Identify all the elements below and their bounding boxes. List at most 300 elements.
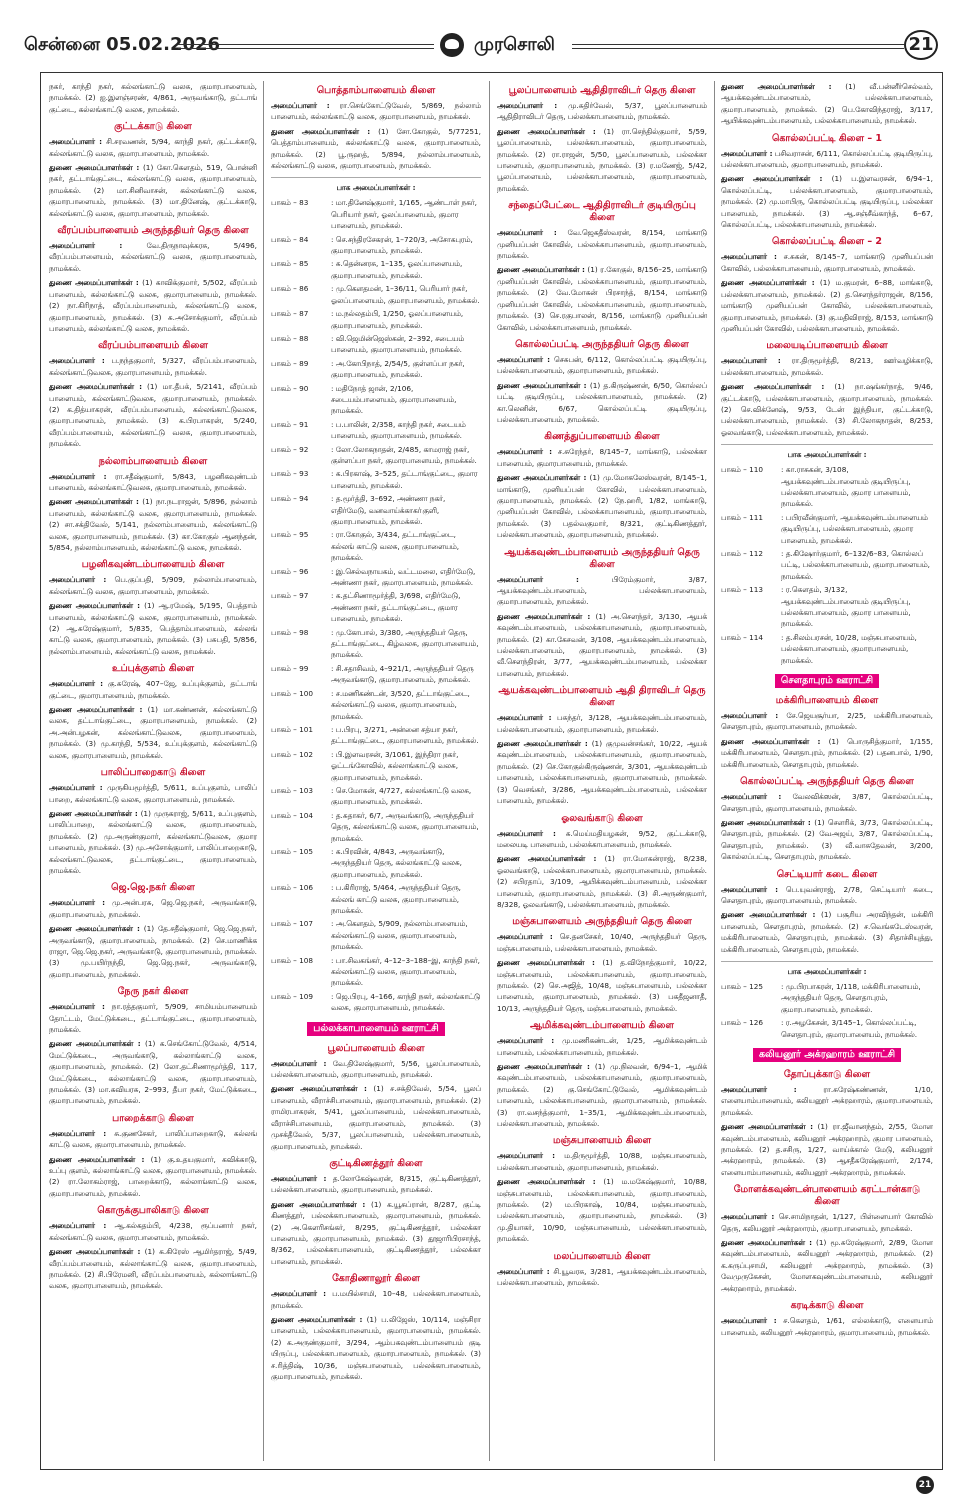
booth-row — [271, 197, 481, 231]
booth-row — [271, 810, 481, 844]
divider — [271, 177, 481, 178]
role-label: அமைப்பாளர் : — [497, 228, 557, 238]
member-entry — [49, 136, 257, 159]
branch-section — [271, 85, 481, 171]
masthead — [0, 0, 972, 58]
branch-section — [721, 695, 933, 770]
member-entry — [49, 704, 257, 761]
role-label: துணை அமைப்பாளர்கள் : — [497, 1062, 590, 1071]
member-entry — [721, 736, 933, 770]
booth-number: பாகம் – 89 — [271, 358, 309, 368]
booth-number: பாகம் – 103 — [271, 785, 313, 795]
role-label: துணை அமைப்பாளர்கள் : — [721, 382, 825, 392]
role-label: துணை அமைப்பாளர்கள் : — [49, 1039, 141, 1049]
booth-agent: : ப.பிரபு, 3/271, அன்னை சத்யா நகர், தட்டாங்குட்டை, குமாரபாளையம், நாமக்கல். — [331, 724, 481, 747]
booth-number: பாகம் – 84 — [271, 234, 309, 244]
member-details: (1) மூ.சுரேஷ்குமார், 2/89, மோள கவுண்டம்பாளையம், கலியனூர் அக்ரஹாரம், நாமக்கல். (2) க.கருப்புசாமி, கலியனூர் அக்ரஹாரம், நாமக்கல். (3) வேமுருகேசன், மோளகவுண்டம்பாளையம், கலியனூர் அக்ரஹாரம், நாமக்கல். — [721, 1238, 933, 1293]
member-details: பிரேம்குமார், 3/87, ஆயக்கவுண்டம்பாளையம், பல்லக்காபாளையம், குமாரபாளையம், நாமக்கல். — [497, 574, 707, 607]
branch-section — [49, 882, 257, 980]
role-label: அமைப்பாளர் : — [721, 1085, 797, 1094]
booth-agent: : ரா.கோகுல், 3/434, தட்டாங்குட்டை, கல்லங் காட்டு வலசு, குமாரபாளையம், நாமக்கல். — [331, 529, 481, 563]
booth-row — [271, 258, 481, 281]
branch-heading: வீரப்பம்பாளையம் கிளை — [98, 340, 208, 352]
role-label: அமைப்பாளர் : — [497, 101, 558, 110]
booth-number: பாகம் – 125 — [721, 981, 763, 991]
booth-number: பாகம் – 114 — [721, 632, 763, 642]
member-entry — [721, 81, 933, 127]
role-label: துணை அமைப்பாளர்கள் : — [49, 382, 143, 392]
booth-number: பாகம் – 100 — [271, 688, 313, 698]
booth-agent: : மதிநோத் ஜான், 2/106, சடையம்பாளையம், குமாரபாளையம், நாமக்கல். — [331, 383, 481, 417]
booth-agent: : ர.அழகேசன், 3/145–1, கொல்லப்பட்டி, சௌதாபுரம், குமாரபாளையம், நாமக்கல். — [781, 1017, 933, 1040]
booth-agent: : க.தட்சிணாமூர்த்தி, 3/698, எதிர்மேடு, அண்ணா நகர், தட்டாங்குட்டை, குமார பாளையம், நாமக்கல். — [331, 590, 481, 624]
role-label: அமைப்பாளர் : — [497, 1151, 556, 1161]
booth-agent: : மு.பிரபாகரன், 1/118, மக்கிரிபாளையம், அருந்ததியர் தெரு, சௌதாபுரம், குமாரபாளையம், நாமக்கல். — [781, 981, 933, 1015]
role-label: அமைப்பாளர் : — [49, 137, 103, 147]
role-label: துணை அமைப்பாளர்கள் : — [49, 924, 140, 934]
member-entry — [497, 1266, 707, 1289]
member-entry — [49, 1154, 257, 1200]
branch-section — [49, 121, 257, 219]
role-label: துணை அமைப்பாளர்கள் : — [721, 817, 811, 827]
booth-row — [271, 991, 481, 1014]
member-details: ஆ.கல்கதம்பி, 4/238, ரூப்பனார் நகர், கல்லங்காட்டு வலசு, குமாரபாளையம், நாமக்கல். — [49, 1221, 257, 1242]
branch-heading: ஆயக்கவுண்டம்பாளையம் அருந்ததியர் தெரு கிளை — [504, 546, 700, 570]
member-details: (1) க.செங்கோட்டுவேல், 4/514, மேட்டுக்கடை, அருவங்காடு, கல்லாங்காட்டு வலசு, குமாரபாளையம், நாமக்கல். (2) லோ.தட்சிணாமூர்த்தி, 117, மேட்டுக்கடை, கல்லாங்காட்டு வலசு, குமாரபாளையம், நாமக்கல். (3) மா.கவியரசு, 2–993, தீபா நகர், மேட்டுக்கடை, குமாரபாளையம், நாமக்கல். — [49, 1039, 257, 1106]
member-entry — [49, 1246, 257, 1292]
booth-number: பாகம் – 109 — [271, 991, 313, 1001]
member-entry — [271, 1173, 481, 1196]
branch-heading: ஆயக்கவுண்டம்பாளையம் ஆதி திராவிடர் தெரு கிளை — [498, 685, 706, 709]
panchayat-heading: கலியனூர் அக்ரஹாரம் ஊராட்சி — [753, 1048, 901, 1062]
role-label: துணை அமைப்பாளர்கள் : — [497, 854, 597, 864]
role-label: துணை அமைப்பாளர்கள் : — [721, 1238, 813, 1248]
member-entry — [49, 897, 257, 920]
role-label: அமைப்பாளர் : — [49, 471, 107, 481]
branch-heading: மலையடிப்பாளையம் கிளை — [766, 340, 888, 352]
booth-agent: : ம.நல்லதம்பி, 1/250, ஓலப்பாளையம், குமாரபாளையம், நாமக்கல். — [331, 308, 481, 331]
branch-section — [497, 200, 707, 333]
booth-row — [271, 627, 481, 661]
masthead-rule-left — [178, 44, 434, 49]
branch-section — [271, 1273, 481, 1382]
booth-number: பாகம் – 85 — [271, 259, 309, 269]
member-entry — [271, 1083, 481, 1151]
booth-row — [271, 283, 481, 306]
booth-agent: : பபிரவீன்குமார், ஆயக்கவுண்டம்பாளையம் குடியிருப்பு, பல்லக்காபாளையம், குமார பாளையம், நாமக்கல். — [781, 512, 933, 546]
role-label: துணை அமைப்பாளர்கள் : — [721, 82, 832, 91]
branch-section — [497, 1135, 707, 1244]
member-details: (1) சோ.கோகுல், 5/77251, பெத்தாம்பாளையம், கல்லங்காட்டு வலசு, குமாரபாளையம், நாமக்கல். (2) பூ.ருஹத், 5/894, நல்லாம்பாளையம், கல்லங்காட்டு வலசு, குமாரபாளையம், நாமக்கல். — [271, 126, 481, 171]
newspaper-name: முரசொலி — [474, 34, 555, 55]
role-label: அமைப்பாளர் : — [497, 574, 579, 584]
booth-row — [271, 846, 481, 880]
member-entry — [49, 1038, 257, 1106]
booth-row — [271, 358, 481, 381]
branch-heading: ஓலவங்காடு கிளை — [561, 812, 643, 824]
member-details: மு.அன்பரசு, ஜெ.ஜெ.நகர், அருவங்காடு, குமாரபாளையம், நாமக்கல். — [49, 898, 257, 919]
booth-number: பாகம் – 112 — [721, 549, 763, 558]
branch-section — [497, 685, 707, 806]
role-label: அமைப்பாளர் : — [497, 828, 556, 838]
branch-heading: பூலப்பாளையம் ஆதிதிராவிடர் தெரு கிளை — [508, 85, 696, 96]
booth-row — [721, 632, 933, 666]
member-details: ம.திருமூர்த்தி, 10/88, மஞ்சுபாளையம், பல்லக்காபாளையம், குமாரபாளையம், நாமக்கல். — [497, 1151, 707, 1172]
booth-agent: : செ.சந்திரசேகரன், 1–720/3, அசோகபுரம், குமாரபாளையம், நாமக்கல். — [331, 234, 481, 257]
role-label: துணை அமைப்பாளர்கள் : — [497, 126, 596, 136]
column-3 — [497, 81, 707, 1461]
role-label: அமைப்பாளர் : — [497, 932, 553, 942]
member-details: (1) ப.லிஜேஸ், 10/114, மஞ்சிரா பாளையம், பல்லக்காபாளையம், குமாரபாளையம், நாமக்கல். (2) க.அருண்குமார், 3/294, ஆம்பகவுண்டம்பாளையம் குடி யிருப்பு, பல்லக்காபாளையம், குமாரபாளையம், நாமக்கல். (3) ச.ரித்திஷ், 10/36, மஞ்சுபாளையம், பல்லக்காபாளையம், குமாரபாளையம், நாமக்கல். — [271, 1314, 481, 1381]
branch-heading: மஞ்சுபாளையம் கிளை — [552, 1135, 652, 1147]
booth-row — [271, 590, 481, 624]
branch-heading: சந்தைப்பேட்டை ஆதிதிராவிடர் குடியிருப்பு கிளை — [508, 200, 696, 224]
booth-agent: : கா.ராசுகன், 3/108, ஆயக்கவுண்டம்பாளையம் குடியிருப்பு, பல்லக்காபாளையம், குமார பாளையம், நாமக்கல். — [781, 464, 933, 510]
booth-agent: : மா.தினேஷ்குமார், 1/165, ஆண்டாள் நகர், பெரியார் நகர், ஓலப்பாளையம், குமார பாளையம், நாமக்கல். — [331, 197, 481, 231]
member-details: (1) ர.கோகுல், 8/156–25, மாங்காடு முனியப்பன் கோவில், பல்லக்காபாளையம், குமாரபாளையம், நாமக்கல். (2) வே.மோகன் பிரசாந்த், 8/154, மாங்காடு முனியப்பன் கோவில், பல்லக்காபாளையம், குமாரபாளையம், நாமக்கல். (3) செ.ரகுபாலன், 8/156, மாங்காடு முனியப்பன் கோவில், பல்லக்காபாளையம், நாமக்கல். — [497, 265, 707, 332]
booth-row — [721, 1017, 933, 1040]
booth-number: பாகம் – 83 — [271, 198, 309, 208]
branch-section — [721, 1184, 933, 1294]
member-details: (1) க.கிரேஸ் ஆமிர்தராஜ், 5/49, வீரப்பம்பாளையம், கல்லாங்காட்டு வலசு, குமாரபாளையம், நாமக்கல். (2) சி.பிரேமனி, வீரப்பம்பாளையம், கல்லாங்காட்டு வலசு, குமாரபாளையம், நாமக்கல். — [49, 1247, 257, 1291]
panchayat-heading-wrap — [721, 1042, 933, 1065]
member-entry — [721, 1121, 933, 1178]
booth-number: பாகம் – 108 — [271, 955, 313, 965]
branch-section — [49, 1113, 257, 1199]
booth-agents-title: பாக அமைப்பாளர்கள் : — [787, 450, 867, 460]
role-label: துணை அமைப்பாளர்கள் : — [49, 278, 139, 288]
member-details: செசுபன், 6/112, கொல்லப்பட்டி குடியிருப்பு, பல்லக்காபாளையம், குமாரபாளையம், நாமக்கல். — [497, 354, 707, 376]
role-label: துணை அமைப்பாளர்கள் : — [49, 705, 143, 715]
member-entry — [721, 355, 933, 378]
branch-section — [49, 340, 257, 449]
role-label: அமைப்பாளர் : — [721, 1316, 777, 1326]
booth-number: பாகம் – 98 — [271, 627, 309, 637]
branch-heading: பாலிப்பாறைகாடு கிளை — [100, 767, 206, 779]
article-frame — [40, 72, 943, 1470]
member-details: (1) மா.தீபக், 5/2141, வீரப்பம் பாளையம், கல்லங்காட்டுவலசு, குமாரபாளையம், நாமக்கல். (2) க.தித்யாகரன், வீரப்பம்பாளையம், கல்லங்காட்டுவலசு, குமாரபாளையம், நாமக்கல். (3) க.பிரபாகரன், 5/240, வீரப்பம்பாளையம், கல்லங்காட்டு வலசு, குமாரபாளையம், நாமக்கல். — [49, 382, 257, 449]
member-entry — [49, 1001, 257, 1035]
booth-number: பாகம் – 97 — [271, 591, 309, 601]
booth-agent: : இ.செல்வநாயகம், வட்டமலை, எதிர்மேடு, அண்ணா நகர், குமாரபாளையம், நாமக்கல். — [331, 566, 481, 589]
booth-row — [721, 464, 933, 510]
role-label: அமைப்பாளர் : — [271, 1173, 327, 1183]
role-label: அமைப்பாளர் : — [497, 1266, 550, 1276]
member-entry — [49, 381, 257, 449]
member-details: (1) ப.இளவரசன், 6/94–1, கொல்லப்பட்டி, பல்லக்காபாளையம், குமாரபாளையம், நாமக்கல். (2) மு.மாபிரு, கொல்லப்பட்டி குடியிருப்பு, பல்லக்கா பாளையம், நாமக்கல். (3) ஆ.சஞ்சீவ்காந்த், 6–67, கொல்லப்பட்டி, பல்லக்காபாளையம், நாமக்கல். — [721, 174, 933, 230]
role-label: துணை அமைப்பாளர்கள் : — [721, 736, 821, 746]
branch-section — [49, 1205, 257, 1291]
panchayat-heading: பல்லக்காபாளையம் ஊராட்சி — [307, 1022, 444, 1036]
member-details: ரா.திருமூர்த்தி, 8/213, ஊர்வழிக்காடு, பல்லக்காபாளையம், நாமக்கல். — [721, 356, 933, 377]
branch-section — [49, 81, 257, 115]
booth-agent: : மு.கோபால், 3/380, அருந்ததியர் தெரு, தட்டாங்குட்டை, கிழ்வலசு, குமாரபாளையம், நாமக்கல். — [331, 627, 481, 661]
member-details: ச.கௌதம், 1/61, எல்லக்காடு, எளையாம் பாளையம், கலியனூர் அக்ரஹாரம், குமாரபாளையம், நாமக்கல். — [721, 1316, 933, 1337]
role-label: அமைப்பாளர் : — [721, 1212, 775, 1222]
member-details: (1) குமுவன்சங்கர், 10/22, ஆயக் கவுண்டம்பாளையம், பல்லக்காபாளையம், குமாரபாளையம், நாமக்கல். (2) செ.கோகுல்கிருஷ்ணன், 3/301, ஆயக்கவுண்டம் பாளையம், பல்லக்காபாளையம், குமாரபாளையம், நாமக்கல். (3) வெசங்கர், 3/286, ஆயக்கவுண்டம்பாளையம், பல்லக்கா பாளையம், நாமக்கல். — [497, 739, 707, 806]
booth-row — [271, 493, 481, 527]
member-entry — [497, 264, 707, 332]
role-label: அமைப்பாளர் : — [721, 711, 779, 721]
role-label: அமைப்பாளர் : — [49, 898, 106, 908]
member-details: நா.ரத்தகுமார், 5/909, சாமியம்பாளையம் தோட்டம், மேட்டுக்கடை, தட்டாங்குட்டை, குமாரபாளையம், நாமக்கல். — [49, 1002, 257, 1034]
booth-agent: : அ.கோபிநாத், 2/54/5, குள்ளப்பா நகர், குமாரபாளையம், நாமக்கல். — [331, 358, 481, 381]
member-entry — [497, 574, 707, 608]
role-label: அமைப்பாளர் : — [49, 1221, 107, 1231]
member-entry — [497, 472, 707, 540]
member-details: மு.மணிகண்டன், 1/25, ஆமிக்கவுண்டம் பாளையம், பல்லக்காபாளையம், நாமக்கல். — [497, 1036, 707, 1057]
member-entry — [49, 81, 257, 115]
branch-heading: மோளக்கவுண்டன்பாளையம் கரட்டான்காடு கிளை — [733, 1184, 921, 1208]
booth-row — [721, 512, 933, 546]
member-details: (1) மு.நிலவன், 6/94–1, ஆமிக் கவுண்டம்பாளையம், பல்லக்காபாளையம், குமாரபாளையம், நாமக்கல். (2) கு.செங்கோட்டுவேல், ஆமிக்கவுண்டம் பாளையம், பல்லக்காபாளையம், குமாரபாளையம், நாமக்கல். (3) ரா.வசந்த்குமார், 1–35/1, ஆமிக்கவுண்டம்பாளையம், பல்லக்காபாளையம், நாமக்கல். — [497, 1062, 707, 1129]
booth-agent: : ச.மணிகண்டன், 3/520, தட்டாங்குட்டை, கல்லங்காட்டு வலசு, குமாரபாளையம், நாமக்கல். — [331, 688, 481, 722]
booth-number: பாகம் – 88 — [271, 333, 309, 343]
branch-heading: பழனிகவுண்டம்பாளையம் கிளை — [81, 559, 225, 571]
branch-heading: கரடிக்காடு கிளை — [790, 1300, 864, 1312]
member-entry — [49, 162, 257, 219]
member-details: சு.மெய்மதியழகன், 9/52, குட்டக்காடு, மலையடி பாளையம், பல்லக்காபாளையம், நாமக்கல். — [497, 828, 707, 849]
member-details: (1) தே.சதீஷ்குமார், ஜெ.ஜெ.நகர், அருவங்காடு, குமாரபாளையம், நாமக்கல். (2) செ.மாணிக்க ராஜா, ஜெ.ஜெ.நகர், அருவங்காடு, குமாரபாளையம், நாமக்கல். (3) மு.பயிர்நந்தி, ஜெ.ஜெ.நகர், அருவங்காடு, குமாரபாளையம், நாமக்கல். — [49, 924, 257, 979]
branch-section — [497, 1251, 707, 1289]
member-details: சி.சரவணன், 5/94, காந்தி நகர், குட்டக்காடு, கல்லங்காட்டு வலசு, குமாரபாளையம், நாமக்கல். — [49, 137, 257, 158]
role-label: துணை அமைப்பாளர்கள் : — [721, 174, 823, 184]
role-label: துணை அமைப்பாளர்கள் : — [721, 910, 816, 920]
role-label: துணை அமைப்பாளர்கள் : — [497, 611, 591, 621]
member-details: (1) ரா.மோகன்ராஜ், 8/238, ஓலவங்காடு, பல்லக்காபாளையம், குமாரபாளையம், நாமக்கல். (2) சபிரதாப், 3/109, ஆயிக்கவுண்டம்பாளையம், பல்லக்கா பாளையம், குமாரபாளையம், நாமக்கல். (3) சி.அருண்குமார், 8/328, ஓலவங்காடு, பல்லக்காபாளையம், நாமக்கல். — [497, 854, 707, 909]
booth-number: பாகம் – 102 — [271, 749, 313, 759]
member-entry — [497, 712, 707, 735]
member-entry — [271, 1288, 481, 1311]
member-details: (1) பசூரிய அரவிந்தன், மக்கிரி பாளையம், சௌதாபுரம், நாமக்கல். (2) ச.வெங்கடேஸ்வரன், மக்கிரிபாளையம், சௌதாபுரம், நாமக்கல். (3) சிதாச்சியுத்து, மக்கிரிபாளையம், சௌதாபுரம், நாமக்கல். — [721, 910, 933, 954]
role-label: அமைப்பாளர் : — [721, 252, 777, 262]
role-label: துணை அமைப்பாளர்கள் : — [49, 808, 138, 818]
masthead-rule-right — [572, 44, 904, 49]
role-label: துணை அமைப்பாளர்கள் : — [49, 163, 140, 173]
branch-heading: பூலப்பாளையம் கிளை — [327, 1042, 425, 1054]
member-details: ரா.சதீஷ்குமார், 5/843, பழனிகவுண்டம் பாளையம், கல்லங்காட்டுவலசு, குமாரபாளையம், நாமக்கல். — [49, 471, 257, 492]
member-entry — [721, 1315, 933, 1338]
city-date: சென்னை 05.02.2026 — [24, 34, 221, 55]
member-details: (1) த.கிருஷ்ணன், 6/50, கொல்லப் பட்டி குடியிருப்பு, பல்லக்காபாளையம், நாமக்கல். (2) கா.லெனின், 6/67, கொல்லப்பட்டி குடியிருப்பு, பல்லக்காபாளையம், நாமக்கல். — [497, 380, 707, 424]
booth-agents-title: பாக அமைப்பாளர்கள் : — [787, 966, 867, 976]
role-label: அமைப்பாளர் : — [497, 1036, 555, 1046]
booth-row — [271, 566, 481, 589]
member-details: ச.சுகன், 8/145–7, மாங்காடு முனியப்பன் கோவில், பல்லக்காபாளையம், குமாரபாளையம், நாமக்கல். — [721, 252, 933, 273]
role-label: துணை அமைப்பாளர்கள் : — [721, 1122, 814, 1132]
member-entry — [49, 1128, 257, 1151]
member-entry — [497, 1061, 707, 1129]
member-details: ரா.செங்கோட்டுவேல், 5/869, நல்லாம் பாளையம், கல்லங்காட்டு வலசு, குமாரபாளையம், நாமக்கல். — [271, 101, 481, 122]
role-label: அமைப்பாளர் : — [49, 1002, 105, 1012]
branch-heading: நேரு நகர் கிளை — [117, 986, 189, 998]
role-label: அமைப்பாளர் : — [271, 101, 330, 110]
booth-number: பாகம் – 104 — [271, 810, 313, 820]
booth-row — [271, 785, 481, 808]
member-details: பெ.யுவன்ராஜ், 2/78, செட்டியார் கடை, சௌதாபுரம், குமாரபாளையம், நாமக்கல். — [721, 884, 933, 905]
member-entry — [271, 126, 481, 172]
member-details: ச.சுரேந்தர், 8/145–7, மாங்காடு, பல்லக்கா பாளையம், குமாரபாளையம், நாமக்கல். — [497, 447, 707, 468]
role-label: அமைப்பாளர் : — [721, 884, 779, 894]
booth-agent: : ர.கௌதம், 3/132, ஆயக்கவுண்டம்பாளையம் குடியிருப்பு, பல்லக்காபாளையம், குமார பாளையம், நாமக்கல். — [781, 584, 933, 630]
member-details: (1) மு.மோகலேஸ்வரன், 8/145–1, மாங்காடு, முனியப்பன் கோவில், பல்லக்காபாளையம், குமாரபாளையம், நாமக்கல். (2) நே.ஹரி, 1/82, மாங்காடு, முனியப்பன் கோவில், பல்லக்காபாளையம், குமாரபாளையம், நாமக்கல். (3) பதல்வகுமார், 8/321, குட்டிகிணத்தூர், பல்லக்காபாளையம், குமாரபாளையம், நாமக்கல். — [497, 473, 707, 540]
booth-agent: : பா.சிவகங்கர், 4–12–3–188–இ, காந்தி நகர், கல்லங்காட்டு வலசு, குமாரபாளையம், நாமக்கல். — [331, 955, 481, 989]
member-entry — [497, 227, 707, 261]
member-entry — [721, 1084, 933, 1118]
member-details: செ.சாமிநாதன், 1/127, பிள்ளையார் கோவில் தெரு, கலியனூர் அக்ரஹாரம், குமாரபாளையம், நாமக்கல். — [721, 1212, 933, 1233]
member-entry — [271, 100, 481, 123]
booth-agent: : லோ.லோகநாதன், 2/485, காமராஜ் நகர், குள்ளப்பா நகர், குமாரபாளையம், நாமக்கல். — [331, 444, 481, 467]
role-label: துணை அமைப்பாளர்கள் : — [271, 1084, 367, 1094]
role-label: துணை அமைப்பாளர்கள் : — [721, 278, 815, 288]
booth-agent: : க.பிரவின், 4/843, அருவங்காடு, அருந்ததியர் தெரு, கல்லங்காட்டு வலசு, குமாரபாளையம், நாமக்கல். — [331, 846, 481, 880]
branch-heading: பாறைக்காடு கிளை — [112, 1112, 194, 1124]
branch-section — [721, 776, 933, 862]
booth-number: பாகம் – 106 — [271, 883, 313, 893]
branch-section — [497, 85, 707, 194]
member-entry — [49, 496, 257, 553]
branch-section — [721, 236, 933, 334]
member-details: பெ.குப்பதி, 5/909, நல்லாம்பாளையம், கல்லங்காட்டு வலசு, குமாரபாளையம், நாமக்கல். — [49, 575, 257, 596]
branch-section — [49, 456, 257, 554]
booth-row — [271, 955, 481, 989]
member-entry — [49, 277, 257, 334]
role-label: துணை அமைப்பாளர்கள் : — [497, 1177, 596, 1187]
member-entry — [497, 828, 707, 851]
booth-agent: : த.சுதாகர், 6/7, அருவங்காடு, அருந்ததியர் தெரு, கல்லங்காட்டு வலசு, குமாரபாளையம், நாமக்கல். — [331, 810, 481, 844]
branch-heading: கொல்லப்பட்டி கிளை – 1 — [771, 132, 883, 144]
role-label: அமைப்பாளர் : — [271, 1289, 327, 1299]
member-entry — [497, 957, 707, 1014]
branch-section — [497, 813, 707, 911]
branch-section — [497, 547, 707, 680]
booth-number: பாகம் – 90 — [271, 383, 309, 393]
member-entry — [721, 909, 933, 955]
role-label: அமைப்பாளர் : — [497, 354, 551, 364]
role-label: துணை அமைப்பாளர்கள் : — [49, 1247, 141, 1257]
member-entry — [721, 277, 933, 334]
booth-agent: : த.மூர்த்தி, 3–692, அண்ணா நகர், எதிர்மேடு, வனவாய்க்காகா்குளி, குமாரபாளையம், நாமக்கல். — [331, 493, 481, 527]
role-label: துணை அமைப்பாளர்கள் : — [49, 1154, 145, 1164]
member-details: (1) க.யூசுப்ரான், 8/287, குட்டி கிணத்தூர், பல்லக்காபாளையம், குமாரபாளையம், நாமக்கல். (2) அ.கௌரிசங்கர், 8/295, குட்டிகிணத்தூர், பல்லக்கா பாளையம், குமாரபாளையம், நாமக்கல். (3) தூஜாரிபிரசாந்த், 8/362, பல்லக்காபாளையம், குட்டிகிணத்தூர், பல்லக்கா பாளையம், நாமக்கல். — [271, 1199, 481, 1266]
booth-number: பாகம் – 93 — [271, 469, 309, 479]
member-details: (1) ஆ.ரமேஷ், 5/195, பெத்தாம் பாளையம், கல்லங்காட்டு வலசு, குமாரபாளையம், நாமக்கல். (2) ஆ.சுரேஷ்குமார், 5/835, பெத்தாம்பாளையம், கல்லங் காட்டு வலசு, குமாரபாளையம், நாமக்கல். (3) பசுபதி, 5/856, நல்லாம்பாளையம், கல்லங்காட்டு வலசு, நாமக்கல். — [49, 601, 257, 656]
member-entry — [721, 381, 933, 438]
member-entry — [721, 148, 933, 171]
member-details: (1) ம.மகேஷ்குமார், 10/88, மஞ்சுபாளையம், பல்லக்காபாளையம், குமாரபாளையம், நாமக்கல். (2) ம.பிரகாஷ், 10/84, மஞ்சுபாளையம், பல்லக்காபாளையம், குமாரபாளையம், நாமக்கல். (3) மு.தியாகர், 10/90, மஞ்சுபாளையம், பல்லக்காபாளையம், நாமக்கல். — [497, 1177, 707, 1244]
booth-number: பாகம் – 107 — [271, 919, 313, 929]
role-label: துணை அமைப்பாளர்கள் : — [271, 1314, 363, 1324]
booth-number: பாகம் – 96 — [271, 566, 309, 576]
divider — [721, 444, 933, 445]
role-label: துணை அமைப்பாளர்கள் : — [49, 601, 141, 611]
booth-number: பாகம் – 91 — [271, 419, 309, 429]
member-details: வே.திருநாவுக்கரசு, 5/496, வீரப்பம்பாளையம், கல்லங்காட்டு வலசு, குமாரபாளையம், நாமக்கல். — [49, 241, 257, 273]
member-details: (1) கோ.கௌதம், 519, பொன்னி நகர், தட்டாங்குட்டை, கல்லங்காட்டு வலசு, குமாரபாளையம், நாமக்கல். (2) மா.சினிவாசன், கல்லங்காட்டு வலசு, குமாரபாளையம், நாமக்கல். (3) மா.தினேஷ், குட்டக்காடு, கல்லங்காட்டு வலசு, குமாரபாளையம், நாமக்கல். — [49, 163, 257, 218]
member-details: சு.குணசேகர், பாலிப்பாறைகாடு, கல்லங் காட்டு வலசு, குமாரபாளையம், நாமக்கல். — [49, 1128, 257, 1150]
booth-agent: : ப.பாலின், 2/358, காந்தி நகர், சடையம் பாளையம், குமாரபாளையம், நாமக்கல். — [331, 419, 481, 442]
member-details: (1) ச.சக்திவேல், 5/54, பூலப் பாளையம், வீராச்சிபாளையம், குமாரபாளையம், நாமக்கல். (2) ராமிரபாகரன், 5/41, பூலப்பாளையம், பல்லக்காபாளையம், வீராச்சிபாளையம், குமாரபாளையம், நாமக்கல். (3) முசக்தீவேல், 5/37, பூலப்பாளையம், பல்லக்காபாளையம், குமாரபாளையம், நாமக்கல். — [271, 1084, 481, 1151]
branch-section — [721, 869, 933, 955]
member-details: (1) வீ.பன்னீர்செல்வம், ஆயக்கவுண்டம்பாளையம், பல்லக்காபாளையம், குமாரபாளையம், நாமக்கல். (2) பெ.கோவிந்தராஜ், 3/117, ஆயிக்கவுண்டம்பாளையம், பல்லக்காபாளையம், நாமக்கல். — [721, 82, 933, 126]
member-details: (1) நா.நடராஜன், 5/896, நல்லாம் பாளையம், கல்லங்காட்டு வலசு, குமாரபாளையம், நாமக்கல். (2) சா.சக்திவேல், 5/141, நல்லாம்பாளையம், கல்லங்காட்டு வலசு, குமாரபாளையம், நாமக்கல். (3) கா.கோகுல் ஆனந்தன், 5/854, நல்லாம்பாளையம், கல்லங்காட்டு வலசு, நாமக்கல். — [49, 497, 257, 552]
booth-row — [271, 749, 481, 783]
role-label: அமைப்பாளர் : — [49, 783, 103, 793]
branch-heading: ஜெ.ஜெ.நகர் கிளை — [111, 882, 195, 894]
booth-row — [721, 584, 933, 630]
booth-row — [271, 529, 481, 563]
panchayat-heading-wrap — [721, 668, 933, 691]
column-1 — [49, 81, 257, 1461]
booth-number: பாகம் – 94 — [271, 494, 309, 504]
booth-row — [271, 333, 481, 356]
member-details: வே.திலேஷ்குமார், 5/56, பூலப்பாளையம், பல்லக்காபாளையம், குமாரபாளையம், நாமக்கல். — [271, 1058, 481, 1080]
role-label: துணை அமைப்பாளர்கள் : — [497, 265, 585, 275]
booth-row — [271, 918, 481, 952]
booth-agent: : த.கிஷோர்குமார், 6–132/6–83, கொல்லப் பட்டி, பல்லக்காபாளையம், குமாரபாளையம், நாமக்கல். — [781, 548, 933, 582]
member-entry — [721, 251, 933, 274]
column-divider — [714, 81, 715, 1461]
branch-section — [721, 1069, 933, 1178]
panchayat-heading: சௌதாபுரம் ஊராட்சி — [775, 674, 879, 688]
member-details: செ.தனசேகர், 10/40, அருந்ததியர் தெரு, மஞ்சுபாளையம், பல்லக்காபாளையம், நாமக்கல். — [497, 932, 707, 953]
role-label: துணை அமைப்பாளர்கள் : — [497, 473, 587, 483]
booth-agent: : ப.கிரிராஜ், 5/464, அருந்ததியர் தெரு, கல்லங் காட்டு வலசு, குமாரபாளையம், நாமக்கல். — [331, 882, 481, 916]
booth-agent: : வி.ஜெமின்ஜெஸ்கன், 2–392, சடையம் பாளையம், குமாரபாளையம், நாமக்கல். — [331, 333, 481, 356]
member-entry — [721, 1237, 933, 1294]
branch-section — [497, 916, 707, 1014]
member-entry — [271, 1314, 481, 1382]
branch-section — [49, 767, 257, 876]
member-details: (1) பொருசித்குமார், 1/155, மக்கிரிபாளையம், சௌதாபுரம், நாமக்கல். (2) பதனபால், 1/90, மக்கிரிபாளையம், சௌதாபுரம், நாமக்கல். — [721, 736, 933, 769]
booth-row — [271, 419, 481, 442]
member-entry — [49, 923, 257, 980]
booth-number: பாகம் – 111 — [721, 512, 763, 522]
booth-number: பாகம் – 101 — [271, 724, 313, 734]
booth-number: பாகம் – 92 — [271, 444, 309, 454]
booth-row — [271, 234, 481, 257]
booth-row — [721, 548, 933, 582]
booth-number: பாகம் – 87 — [271, 309, 309, 319]
booth-number: பாகம் – 110 — [721, 465, 763, 475]
member-entry — [49, 574, 257, 597]
member-entry — [721, 710, 933, 733]
branch-section — [49, 663, 257, 761]
booth-number: பாகம் – 113 — [721, 585, 763, 595]
member-details: த.லோகேஷ்வரன், 8/315, குட்டிகிணத்தூர், பல்லக்காபாளையம், குமாரபாளையம், நாமக்கல். — [271, 1173, 481, 1195]
member-entry — [49, 240, 257, 274]
booth-row — [271, 383, 481, 417]
member-details: சே.ஜெயசூர்யா, 2/25, மக்கிரிபாளையம், சௌதாபுரம், குமாரபாளையம், நாமக்கல். — [721, 711, 933, 732]
member-entry — [497, 354, 707, 377]
branch-section — [49, 986, 257, 1107]
branch-section — [497, 431, 707, 540]
branch-heading: ஆமிக்கவுண்டம்பாளையம் கிளை — [530, 1020, 674, 1032]
branch-section — [49, 225, 257, 334]
member-details: பசுந்தர், 3/128, ஆயக்கவுண்டம்பாளையம், பல்லக்காபாளையம், குமாரபாளையம், நாமக்கல். — [497, 713, 707, 734]
branch-heading: நல்லாம்பாளையம் கிளை — [98, 455, 208, 467]
branch-section — [271, 1043, 481, 1152]
divider — [721, 961, 933, 962]
booth-number: பாகம் – 126 — [721, 1018, 763, 1028]
page-number: 21 — [904, 30, 938, 60]
member-details: (1) ரா.ஜீவானந்தம், 2/55, மோள கவுண்டம்பாளையம், கலியனூர் அக்ரஹாரம், குமார பாளையம், நாமக்கல். (2) த.சசிரு, 1/27, வாய்க்கால் மேடு, கலியனூர் அக்ரஹாரம், நாமக்கல். (3) ஆசதீசுரேஷ்குமார், 2/174, எளையாம்பாளையம், கலியனூர் அக்ரஹாரம், நாமக்கல். — [721, 1122, 933, 1177]
role-label: அமைப்பாளர் : — [721, 356, 781, 366]
branch-section — [49, 559, 257, 657]
booth-row — [271, 663, 481, 686]
booth-row — [271, 444, 481, 467]
member-entry — [49, 678, 257, 701]
